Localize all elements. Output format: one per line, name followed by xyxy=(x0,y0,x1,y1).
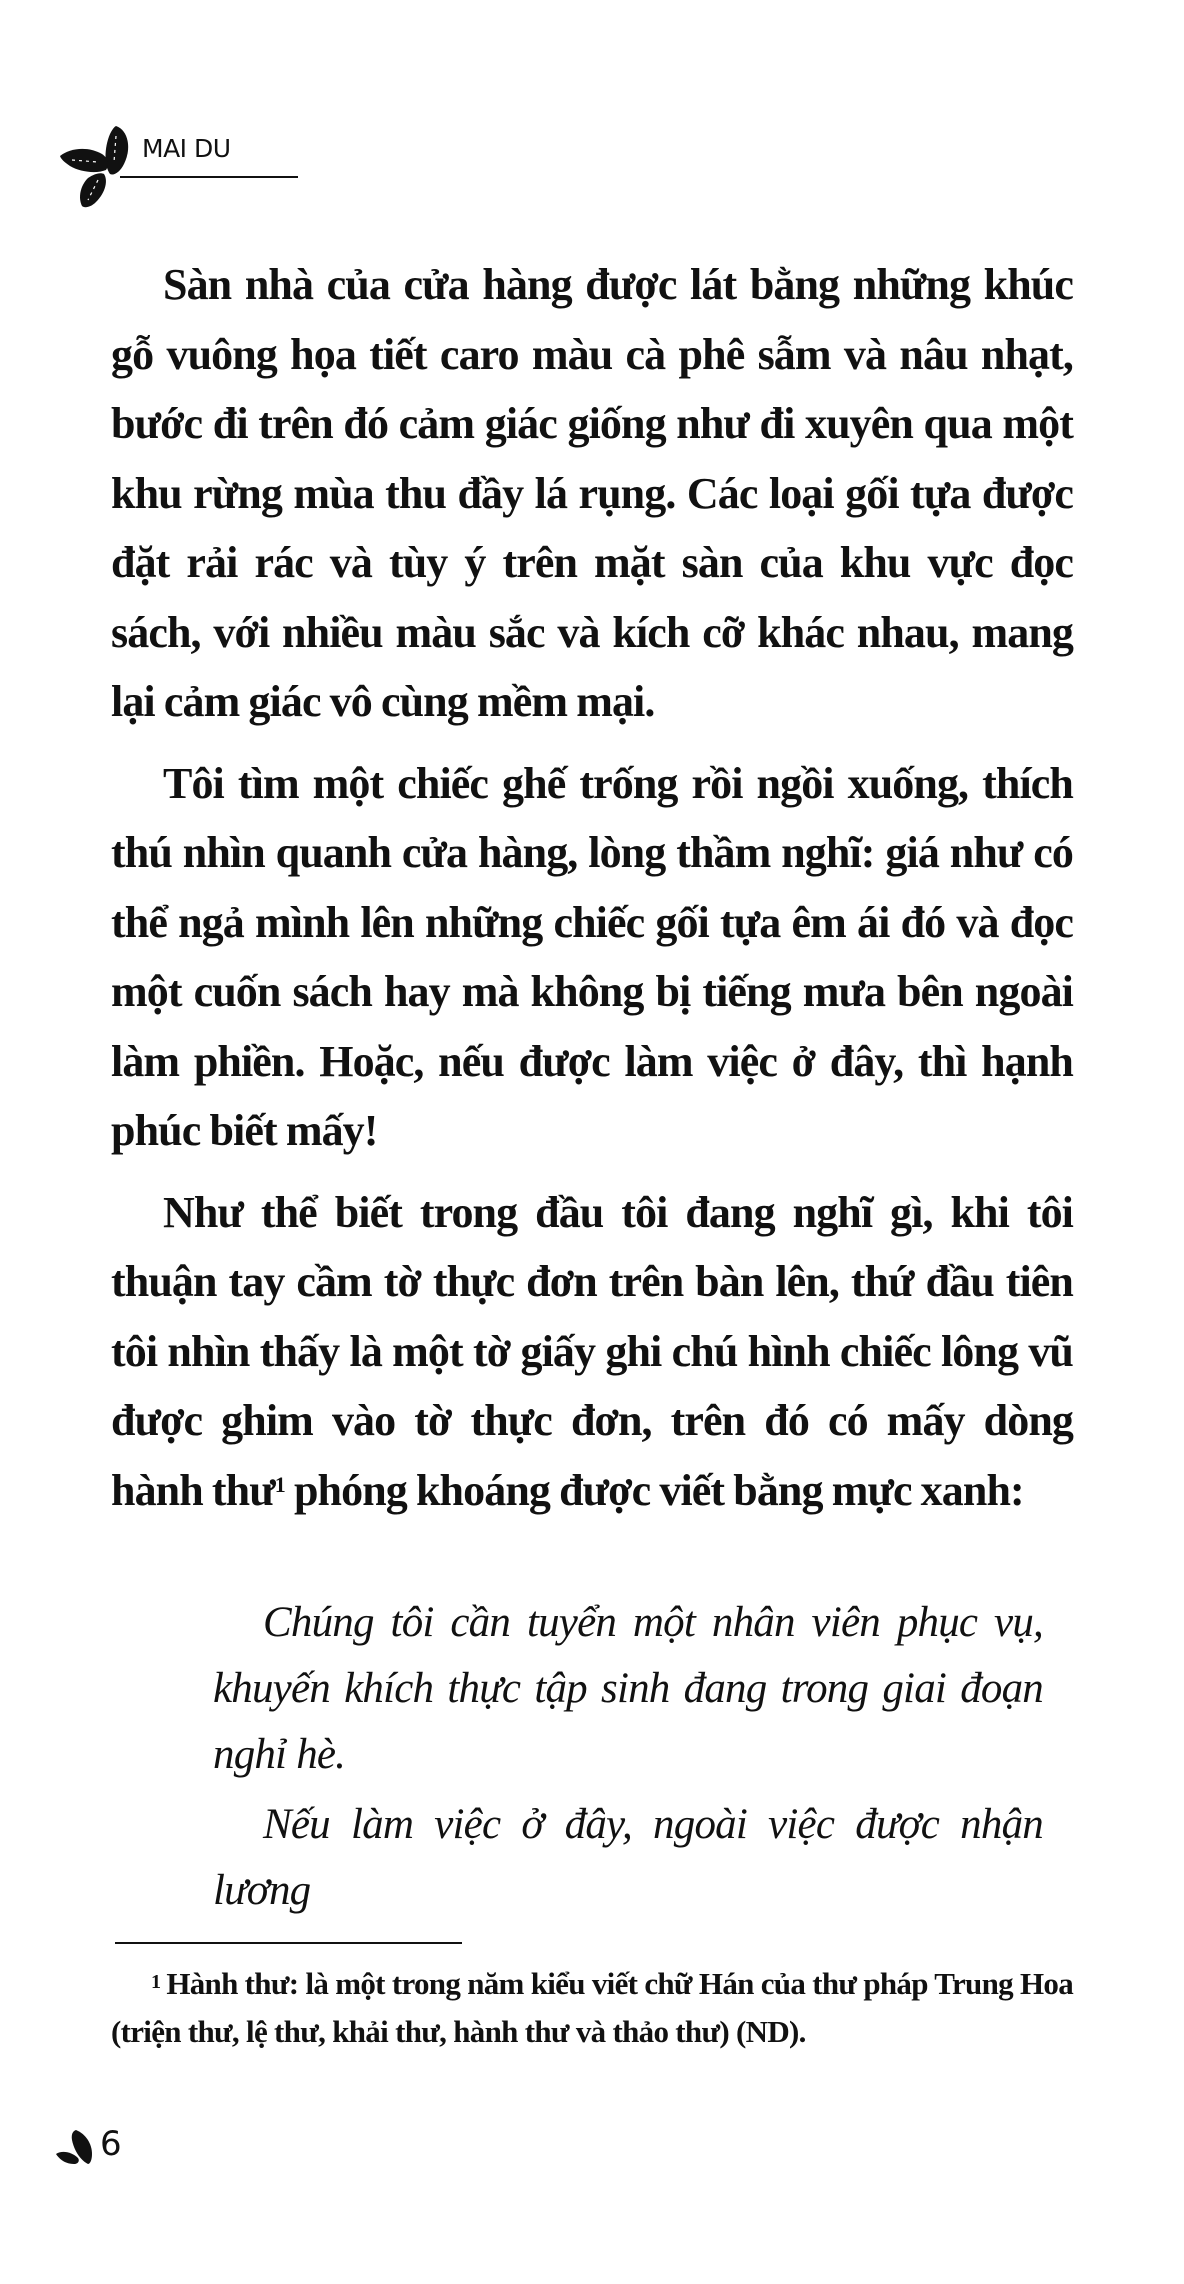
quote-paragraph: Nếu làm việc ở đây, ngoài việc được nhận lương xyxy=(213,1801,1043,1914)
paragraph-with-footnote-ref xyxy=(111,1178,1073,1526)
footnote-rule xyxy=(115,1942,462,1944)
paragraph-text: phóng khoáng được viết bằng mực xanh: xyxy=(284,1465,1024,1515)
leaf-pair-icon xyxy=(56,2128,98,2166)
paragraph: Sàn nhà của cửa hàng được lát bằng những khúc gỗ vuông họa tiết caro màu cà phê sẫm và nâu nhạt, bước đi trên đó cảm giác giống như đi xuyên qua một khu rừng mùa thu đầy lá rụng. Các loại gối tựa được đặt rải rác và tùy ý trên mặt sàn của khu vực đọc sách, với nhiều màu sắc và kích cỡ khác nhau, mang lại cảm giác vô cùng mềm mại. xyxy=(111,260,1073,726)
running-header xyxy=(58,122,308,212)
paragraph-text: Như thể biết trong đầu tôi đang nghĩ gì, khi tôi thuận tay cầm tờ thực đơn trên bàn lên, thứ đầu tiên tôi nhìn thấy là một tờ giấy ghi chú hình chiếc lông vũ được ghim vào tờ thực đơn, trên đó có mấy dòng hành thư xyxy=(111,1187,1073,1515)
footnote-reference[interactable]: 1 xyxy=(274,1471,285,1497)
footnote-paragraph xyxy=(111,1960,1073,2056)
header-rule xyxy=(120,176,298,178)
footnote-number: 1 xyxy=(151,1971,161,1993)
page-number: 6 xyxy=(100,2124,122,2164)
running-header-author: MAI DU xyxy=(142,134,231,163)
quote-paragraph: Chúng tôi cần tuyển một nhân viên phục vụ, khuyến khích thực tập sinh đang trong giai đoạn nghỉ hè. xyxy=(213,1599,1043,1778)
footnote xyxy=(111,1960,1073,2056)
folio xyxy=(56,2124,176,2178)
leaf-cluster-icon xyxy=(58,122,136,208)
body-text xyxy=(111,250,1073,1537)
paragraph: Tôi tìm một chiếc ghế trống rồi ngồi xuống, thích thú nhìn quanh cửa hàng, lòng thầm nghĩ: giá như có thể ngả mình lên những chiếc gối tựa êm ái đó và đọc một cuốn sách hay mà không bị tiếng mưa bên ngoài làm phiền. Hoặc, nếu được làm việc ở đây, thì hạnh phúc biết mấy! xyxy=(111,758,1073,1155)
block-quote xyxy=(213,1590,1043,1928)
footnote-text: Hành thư: là một trong năm kiểu viết chữ Hán của thư pháp Trung Hoa (triện thư, lệ thư, khải thư, hành thư và thảo thư) (ND). xyxy=(111,1966,1073,2049)
